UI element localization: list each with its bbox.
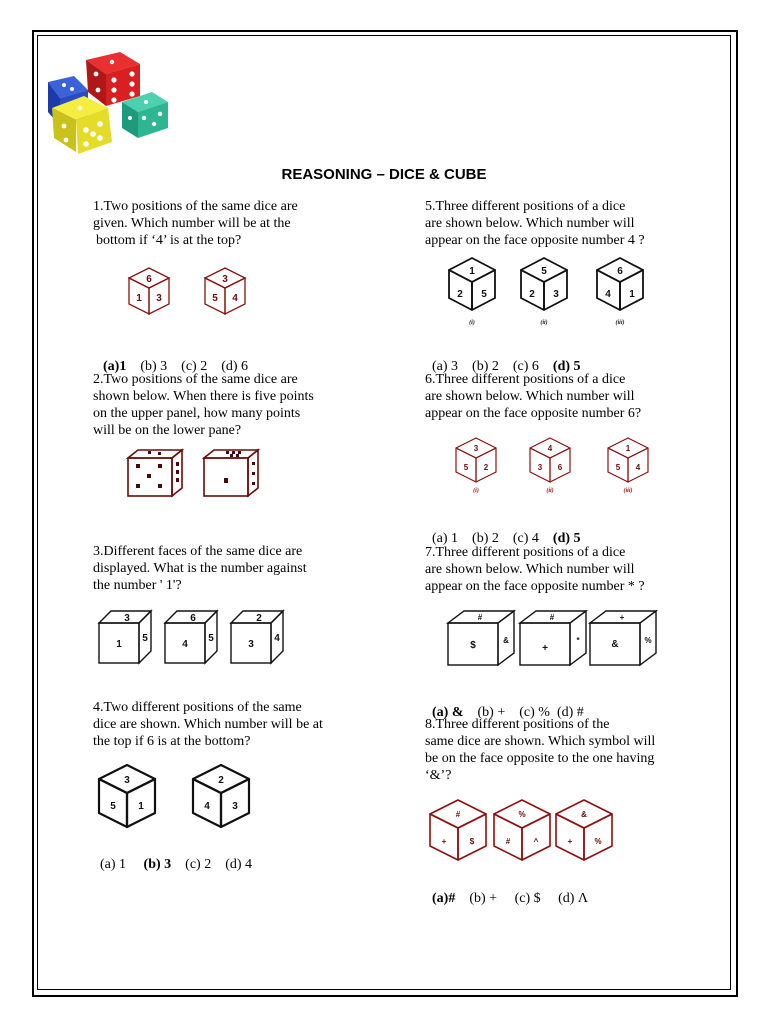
die-face-right: *	[576, 636, 580, 645]
question-3	[93, 543, 307, 594]
die-face-top: %	[518, 810, 526, 819]
dice-logo-image	[40, 40, 175, 168]
die	[129, 268, 169, 314]
die-face-left: 4	[605, 289, 611, 300]
die-caption: (ii)	[540, 320, 548, 326]
die-face-left: 5	[110, 801, 116, 812]
die-face-right: 4	[274, 633, 280, 644]
die	[99, 611, 151, 663]
die-face-left: 5	[615, 463, 621, 472]
die-face-right: $	[469, 837, 475, 846]
die	[128, 450, 182, 496]
question-4	[93, 699, 323, 750]
die-face-top: 1	[625, 444, 631, 453]
die-face-top: 5	[541, 266, 547, 277]
q8-options	[425, 875, 588, 907]
option-b: (b) 3	[143, 857, 172, 872]
question-text-line: be on the face opposite to the one having	[425, 751, 655, 766]
die-face-right: 1	[629, 289, 635, 300]
option-d: (d) Λ	[558, 891, 589, 906]
die-caption: (iii)	[615, 320, 625, 326]
question-text-line: 2.Two positions of the same dice are	[93, 372, 298, 387]
die	[520, 611, 586, 665]
die-face-right: 2	[483, 463, 489, 472]
die	[99, 765, 155, 827]
die-caption: (i)	[469, 320, 475, 326]
question-text-line: 5.Three different positions of a dice	[425, 199, 626, 214]
question-text-line: ‘&’?	[425, 768, 452, 783]
die-face-top: 6	[190, 613, 196, 624]
option-c: (c) 6	[512, 359, 539, 374]
option-c: (c) %	[519, 705, 550, 720]
die-face-left: 2	[457, 289, 463, 300]
question-5	[425, 198, 645, 249]
question-text-line: are shown below. Which number will	[425, 216, 635, 231]
die-face-top: &	[581, 810, 587, 819]
die-face-top: 6	[146, 274, 152, 285]
die-caption: (iii)	[623, 488, 633, 494]
q7-dice-figure	[446, 609, 661, 667]
die	[521, 258, 567, 326]
option-d: (d) #	[556, 705, 584, 720]
question-text-line: will be on the lower pane?	[93, 423, 242, 438]
question-text-line: 7.Three different positions of a dice	[425, 545, 626, 560]
option-b: (b) 2	[472, 359, 499, 374]
option-d: (d) 4	[225, 857, 253, 872]
die-face-top: 1	[469, 266, 475, 277]
die-face-front: &	[611, 639, 619, 650]
option-b: (b) +	[477, 705, 506, 720]
die-face-front: 4	[182, 639, 188, 650]
question-text-line: given. Which number will be at the	[93, 216, 291, 231]
die	[205, 268, 245, 314]
die-face-right: %	[594, 837, 602, 846]
die-face-right: 4	[635, 463, 641, 472]
die	[448, 611, 514, 665]
die	[456, 438, 496, 494]
q6-options	[425, 515, 581, 547]
die	[494, 800, 550, 860]
die-face-left: 5	[212, 293, 218, 304]
die-face-left: +	[567, 837, 573, 846]
die-face-top: 4	[547, 444, 553, 453]
die-face-right: 6	[557, 463, 563, 472]
die-face-front: 1	[116, 639, 122, 650]
die-caption: (ii)	[546, 488, 554, 494]
question-text-line: 6.Three different positions of a dice	[425, 372, 626, 387]
die	[556, 800, 612, 860]
option-a: (a) 1	[432, 531, 459, 546]
die-face-right: 3	[553, 289, 559, 300]
die-face-top: 6	[617, 266, 623, 277]
die-face-right: ^	[533, 837, 539, 846]
question-text-line: 8.Three different positions of the	[425, 717, 610, 732]
die-face-top: #	[549, 613, 555, 622]
die	[204, 450, 258, 496]
die	[449, 258, 495, 326]
die-face-right: 4	[232, 293, 238, 304]
die-face-left: 1	[136, 293, 142, 304]
question-6	[425, 371, 641, 422]
die-face-right: &	[503, 636, 509, 645]
question-text-line: appear on the face opposite number 6?	[425, 406, 642, 421]
question-text-line: on the upper panel, how many points	[93, 406, 301, 421]
die	[165, 611, 217, 663]
question-text-line: the top if 6 is at the bottom?	[93, 734, 251, 749]
question-text-line: 3.Different faces of the same dice are	[93, 544, 303, 559]
die	[530, 438, 570, 494]
question-8	[425, 716, 655, 784]
question-text-line: dice are shown. Which number will be at	[93, 717, 323, 732]
option-a: (a) 3	[432, 359, 459, 374]
page-title: REASONING – DICE & CUBE	[281, 166, 487, 183]
option-b: (b) +	[469, 891, 498, 906]
die-caption: (i)	[473, 488, 479, 494]
die-face-top: +	[619, 613, 625, 622]
die-face-top: 3	[222, 274, 228, 285]
question-text-line: are shown below. Which number will	[425, 562, 635, 577]
q4-dice-figure	[97, 763, 267, 829]
die-face-left: +	[441, 837, 447, 846]
die-face-right: %	[644, 636, 652, 645]
die-face-left: #	[505, 837, 511, 846]
die-face-right: 3	[156, 293, 162, 304]
die-face-top: 3	[124, 775, 130, 786]
option-b: (b) 2	[472, 531, 499, 546]
option-c: (c) $	[514, 891, 541, 906]
die-face-top: 3	[473, 444, 479, 453]
question-2	[93, 371, 314, 439]
question-text-line: 4.Two different positions of the same	[93, 700, 302, 715]
die	[430, 800, 486, 860]
question-text-line: are shown below. Which number will	[425, 389, 635, 404]
question-text-line: the number ' 1'?	[93, 578, 182, 593]
die	[608, 438, 648, 494]
question-text-line: appear on the face opposite number 4 ?	[425, 233, 645, 248]
option-a: (a) &	[432, 705, 464, 720]
question-text-line: 1.Two positions of the same dice are	[93, 199, 298, 214]
question-7	[425, 544, 645, 595]
die-face-left: 5	[463, 463, 469, 472]
die	[193, 765, 249, 827]
die-face-top: 2	[256, 613, 262, 624]
question-1	[93, 198, 298, 249]
question-text-line: displayed. What is the number against	[93, 561, 307, 576]
question-text-line: bottom if ‘4’ is at the top?	[96, 233, 242, 248]
die-face-right: 1	[138, 801, 144, 812]
option-b: (b) 3	[140, 359, 168, 374]
q3-dice-figure	[97, 607, 297, 665]
option-c: (c) 4	[512, 531, 539, 546]
die-face-front: 3	[248, 639, 254, 650]
die-face-left: 2	[529, 289, 535, 300]
die-face-top: #	[477, 613, 483, 622]
option-d: (d) 5	[552, 359, 581, 374]
die-face-right: 5	[208, 633, 214, 644]
q4-options	[93, 841, 252, 873]
q6-dice-figure	[452, 436, 667, 496]
die-face-right: 5	[481, 289, 487, 300]
die-face-front: $	[470, 640, 476, 651]
die	[231, 611, 283, 663]
die-face-top: 2	[218, 775, 224, 786]
option-c: (c) 2	[181, 359, 208, 374]
die-face-right: 3	[232, 801, 238, 812]
q1-dice-figure	[127, 266, 247, 318]
q8-dice-figure	[428, 798, 618, 864]
q5-dice-figure	[447, 256, 662, 328]
die-face-left: 3	[537, 463, 543, 472]
die-face-left: 4	[204, 801, 210, 812]
option-d: (d) 6	[221, 359, 249, 374]
option-a: (a)#	[432, 891, 456, 906]
die-face-right: 5	[142, 633, 148, 644]
die-face-front: +	[542, 643, 548, 654]
question-text-line: appear on the face opposite number * ?	[425, 579, 645, 594]
die-face-top: 3	[124, 613, 130, 624]
option-a: (a)1	[103, 359, 127, 374]
die	[597, 258, 643, 326]
option-c: (c) 2	[185, 857, 212, 872]
option-a: (a) 1	[100, 857, 127, 872]
q2-dice-figure	[126, 448, 271, 500]
die	[590, 611, 656, 665]
question-text-line: same dice are shown. Which symbol will	[425, 734, 656, 749]
die-face-top: #	[455, 810, 461, 819]
question-text-line: shown below. When there is five points	[93, 389, 314, 404]
option-d: (d) 5	[552, 531, 581, 546]
